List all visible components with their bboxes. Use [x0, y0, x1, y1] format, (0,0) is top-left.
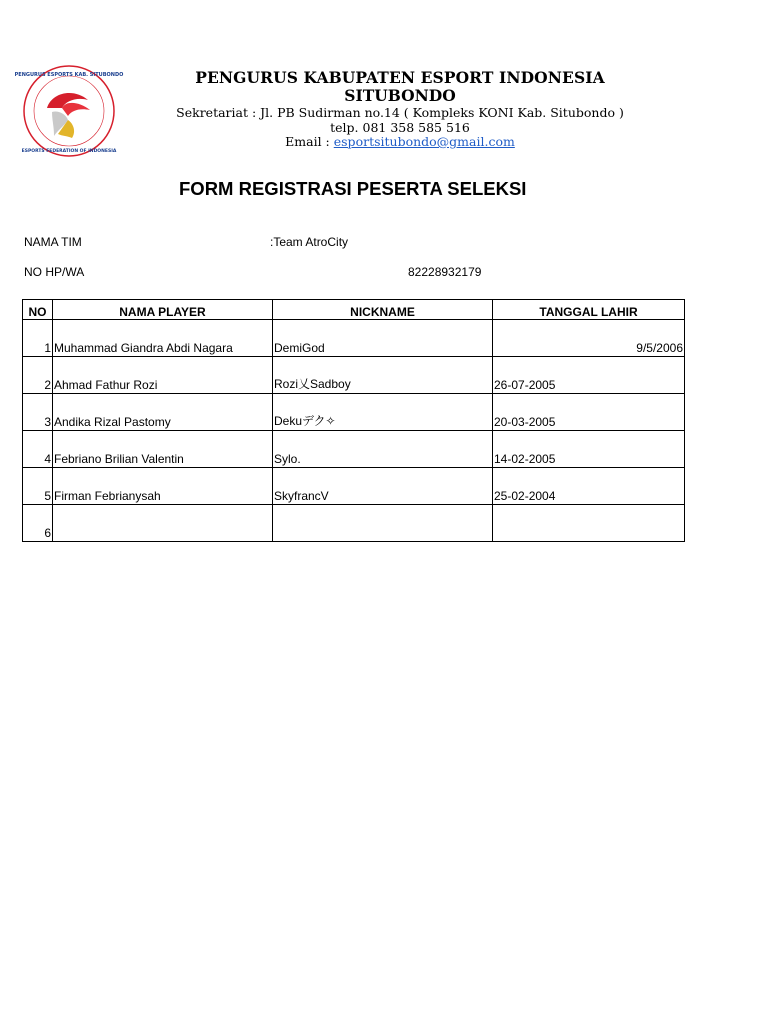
- table-header-row: [23, 300, 685, 320]
- cell-player-name: Andika Rizal Pastomy: [53, 394, 273, 431]
- header-player-name: NAMA PLAYER: [53, 300, 273, 320]
- cell-player-name: [53, 505, 273, 542]
- table-row: [23, 505, 685, 542]
- team-label: NAMA TIM: [24, 235, 82, 249]
- cell-nickname: Sylo.: [273, 431, 493, 468]
- table-row: [23, 394, 685, 431]
- cell-birth-date: [493, 505, 685, 542]
- players-table: [22, 299, 685, 542]
- cell-nickname: Rozi乂Sadboy: [273, 357, 493, 394]
- logo-text-top: PENGURUS ESPORTS KAB. SITUBONDO: [14, 72, 124, 78]
- cell-player-name: Muhammad Giandra Abdi Nagara: [53, 320, 273, 357]
- email-link[interactable]: esportsitubondo@gmail.com: [333, 134, 515, 149]
- cell-player-name: Febriano Brilian Valentin: [53, 431, 273, 468]
- logo-text-bottom: ESPORTS FEDERATION OF INDONESIA: [21, 149, 117, 154]
- cell-no: 1: [23, 320, 53, 357]
- phone-value: 82228932179: [408, 265, 482, 279]
- form-title: FORM REGISTRASI PESERTA SELEKSI: [179, 178, 527, 199]
- cell-player-name: Firman Febrianysah: [53, 468, 273, 505]
- cell-no: 4: [23, 431, 53, 468]
- org-address: Sekretariat : Jl. PB Sudirman no.14 ( Kompleks KONI Kab. Situbondo ): [176, 105, 624, 120]
- header-nickname: NICKNAME: [273, 300, 493, 320]
- cell-no: 3: [23, 394, 53, 431]
- cell-birth-date: 20-03-2005: [493, 394, 685, 431]
- cell-nickname: Dekuデク✧: [273, 394, 493, 431]
- cell-birth-date: 9/5/2006: [493, 320, 685, 357]
- cell-no: 5: [23, 468, 53, 505]
- cell-nickname: SkyfrancV: [273, 468, 493, 505]
- cell-no: 2: [23, 357, 53, 394]
- org-name-line2: SITUBONDO: [344, 86, 456, 105]
- table-row: [23, 357, 685, 394]
- cell-nickname: DemiGod: [273, 320, 493, 357]
- cell-birth-date: 14-02-2005: [493, 431, 685, 468]
- phone-label: NO HP/WA: [24, 265, 85, 279]
- table-row: [23, 320, 685, 357]
- cell-no: 6: [23, 505, 53, 542]
- org-name-line1: PENGURUS KABUPATEN ESPORT INDONESIA: [195, 68, 605, 87]
- team-value: :Team AtroCity: [270, 235, 349, 249]
- table-row: [23, 468, 685, 505]
- org-email-line: [150, 134, 650, 149]
- org-phone: telp. 081 358 585 516: [330, 120, 470, 135]
- table-row: [23, 431, 685, 468]
- cell-nickname: [273, 505, 493, 542]
- esport-federation-logo: [14, 64, 124, 158]
- header-birth-date: TANGGAL LAHIR: [493, 300, 685, 320]
- cell-birth-date: 26-07-2005: [493, 357, 685, 394]
- cell-birth-date: 25-02-2004: [493, 468, 685, 505]
- email-label: Email :: [285, 134, 330, 149]
- cell-player-name: Ahmad Fathur Rozi: [53, 357, 273, 394]
- header-no: NO: [23, 300, 53, 320]
